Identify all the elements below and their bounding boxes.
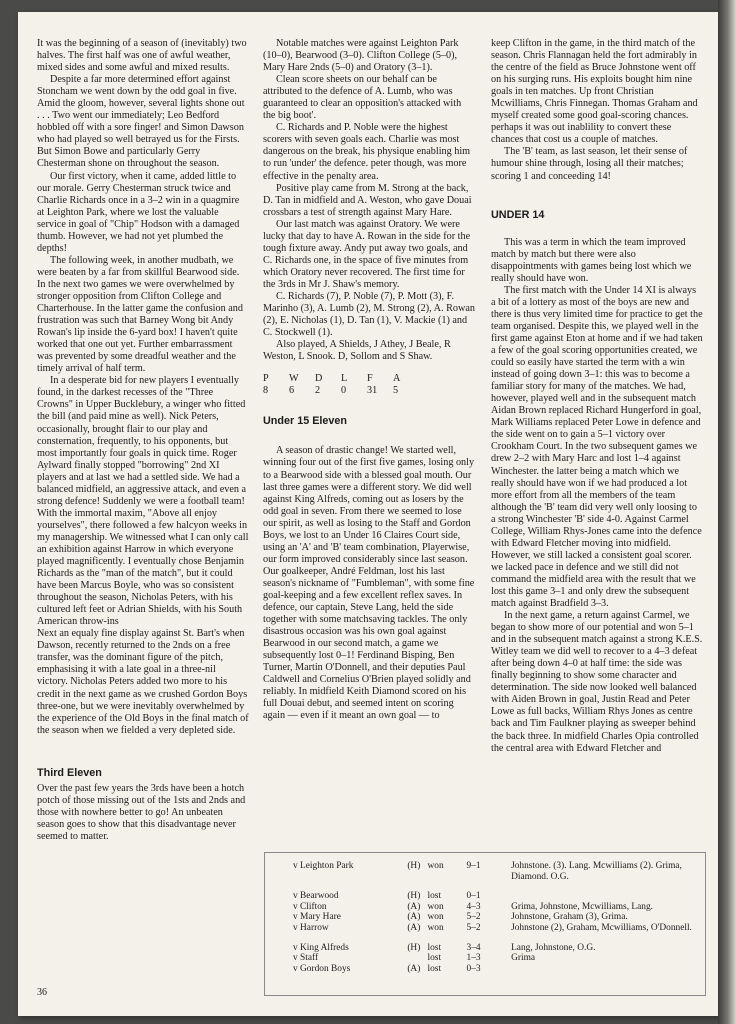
section-heading-under-14: UNDER 14	[491, 208, 545, 221]
spacer-row	[293, 934, 705, 943]
score-cell: 5–2	[466, 922, 481, 933]
scorers-cell: Grima, Johnstone, Mcwilliams, Lang.	[511, 901, 653, 912]
opponent-cell: v King Alfreds	[293, 942, 349, 953]
section-heading-third-eleven: Third Eleven	[37, 766, 102, 779]
table-row	[293, 912, 705, 923]
table-row	[293, 861, 705, 882]
record-value: 6	[289, 385, 295, 397]
paragraph: It was the beginning of a season of (inevitably) two halves. The first half was one of awful weather, mixed sides and some awful and mixed results.	[37, 38, 247, 74]
spacer-row	[293, 882, 705, 891]
table-row	[293, 891, 705, 902]
result-cell: lost	[427, 953, 442, 964]
result-cell: won	[427, 922, 444, 933]
table-row	[293, 943, 705, 954]
scorers-cell: Johnstone (2), Graham, Mcwilliams, O'Donnell.	[511, 922, 692, 933]
score-cell: 0–1	[466, 891, 481, 902]
venue-cell: (A)	[407, 963, 421, 974]
table-row	[293, 902, 705, 913]
opponent-cell: v Leighton Park	[293, 861, 354, 871]
opponent-cell: v Mary Hare	[293, 912, 341, 923]
paragraph: Our last match was against Oratory. We were lucky that day to have A. Rowan in the side for the tough fixture away. Andy put away two goals, and C. Richards one, in the space of five minutes from which Oratory never recovered. The first time for the 3rds in Mr J. Shaw's memory.	[263, 218, 471, 290]
score-cell: 1–3	[466, 953, 481, 964]
venue-cell: (H)	[407, 861, 421, 871]
venue-cell: (A)	[407, 922, 421, 933]
paragraph: The first match with the Under 14 XI is always a bit of a lottery as most of the boys are new and there is thus very limited time for practice to get the team organised. Despite this, we played well in the first game against Eton at home and if we had taken a few of the goal scoring opportunities created, we could so easily have started the term with a win instead of going down 3–1: this was to become a familiar story for many of the matches. We had, however, played well and in the subsequent match Aidan Brown replaced Richard Hungerford in goal, Mark Williams replaced Peter Lowe in defence and the side went on to gain a 5–1 victory over Crookham Court. In the two subsequent games we drew 2–2 with Mary Harc and lost 1–4 against Winchester. the latter being a match which we really should have won if we had produced a lot more effort from all the members of the team although the 'B' team did very well only loosing to a strong Winchester 'B' side 4-0. Against Carmel College, William Rhys-Jones came into the defence with Edward Fletcher moving into midfield. However, we still lacked a consistent goal scorer. we lacked pace in defence and we still did not command the midfield area with the result that we lost this game 3–1 and only drew the subsequent match against Bradfield 3–3.	[491, 284, 703, 610]
paragraph: C. Richards and P. Noble were the highest scorers with seven goals each. Charlie was most dangerous on the break, his physique enabling him to run 'under' the defence. peter though, was more effective in the penalty area.	[263, 122, 471, 182]
record-value-row	[263, 385, 476, 397]
paragraph: Next an equaly fine display against St. Bart's when Dawson, recently returned to the 2nds on a free transfer, was the dominant figure of the pitch, emphasising it with a late goal in a three-nil victory. Nicholas Peters added two more to his credit in the next game as we crushed Gordon Boys three-one, but we were inevitably overwhelmed by the experience of the Old Boys in the final match of the season when we fielded a very depleted side.	[37, 628, 249, 736]
result-cell: won	[427, 861, 444, 871]
results-box	[264, 852, 706, 996]
record-value: 2	[315, 385, 321, 397]
score-cell: 3–4	[466, 942, 481, 953]
venue-cell: (A)	[407, 912, 421, 923]
opponent-cell: v Harrow	[293, 922, 329, 933]
table-row	[293, 923, 705, 934]
paragraph: C. Richards (7), P. Noble (7), P. Mott (3), F. Marinho (3), A. Lumb (2), M. Strong (2), A. Rowan (2), E. Nicholas (1), D. Tan (1), V. Mackie (1) and C. Stockwell (1).	[263, 290, 475, 339]
record-header: W	[289, 373, 299, 385]
paragraph: Clean score sheets on our behalf can be attributed to the defence of A. Lumb, who was guaranteed to clear an opposition's attacked with the big boot'.	[263, 74, 462, 122]
page-number: 36	[37, 987, 47, 998]
venue-cell: (H)	[407, 942, 421, 953]
result-cell: lost	[427, 963, 442, 974]
paragraph: Over the past few years the 3rds have been a hotch potch of those missing out of the 1sts and 2nds and those with nowhere better to go! An unbeaten season goes to show that this disadvantage never seemed to matter.	[37, 782, 246, 842]
table-row	[293, 964, 705, 975]
column-1	[37, 38, 249, 843]
paragraph: The following week, in another mudbath, we were beaten by a far from skillful Bearwood side. In the next two games we were overwhelmed by stronger opposition from Clifton College and Charterhouse. In the latter game the confusion and frustration was such that Barney Wong bit Andy Rowan's lip inside the 6-yard box! I haven't quite worked that one out yet. Further embarrassment was prevented by some dreadful weather and the timely arrival of half term.	[37, 254, 243, 375]
scorers-cell: Grima	[511, 953, 536, 964]
record-header: P	[263, 373, 269, 385]
page	[18, 12, 718, 1016]
score-cell: 9–1	[466, 861, 481, 871]
result-cell: won	[427, 901, 444, 912]
paragraph: Notable matches were against Leighton Park (10–0), Bearwood (3–0). Clifton College (5–0), Mary Hare 2nds (5–0) and Oratory (3–1).	[263, 38, 459, 74]
record-header-row	[263, 373, 476, 385]
paragraph: This was a term in which the team improved match by match but there were also disappointments with games being lost which we really should have won.	[491, 236, 692, 284]
scorers-cell: Johnstone, Graham (3), Grima.	[511, 912, 628, 923]
score-cell: 5–2	[466, 912, 481, 923]
record-value: 31	[367, 385, 378, 397]
opponent-cell: v Clifton	[293, 901, 327, 912]
record-value: 5	[393, 385, 399, 397]
paragraph: keep Clifton in the game, in the third match of the season. Chris Flannagan held the fort admirably in the centre of the field as Bruce Johnstone went off on his surging runs. His exploits bought him nine goals in ten matches. Up front Christian Mcwilliams, Chris Finnegan. Thomas Graham and myself created some good goal-scoring chances. perhaps it was out inablility to convert these chances that cost us a couple of matches.	[491, 38, 698, 146]
scorers-cell: Johnstone. (3). Lang. Mcwilliams (2). Grima, Diamond. O.G.	[511, 861, 682, 882]
scorers-cell	[511, 964, 705, 975]
paragraph: Our first victory, when it came, added little to our morale. Gerry Chesterman struck twice and Charlie Richards once in a 3–2 win in a quagmire at Leighton Park, where we lost the valuable service in goal of "Chip" Hodson with a damaged thumb. However, we had not yet plumbed the depths!	[37, 170, 240, 254]
paragraph: A season of drastic change! We started well, winning four out of the first five games, losing only to a Bearwood side with a blessed goal mouth. Our last three games were a different story. We did well against King Alfreds, coming out as losers by the odd goal in seven. From there we seemed to lose our spirit, as well as losing to the Staff and Gordon Boys, we lost to an Under 16 Claires Court side, using an 'A' and 'B' team combination, Playerwise, our form improved considerably since last season. Our goalkeeper, André Feldman, lost his last season's nickname of "Fumbleman", with some fine goal-keeping and a few excellent reflex saves. In defence, our captain, Steve Lang, held the side together with some matchsaving tackles. The only disastrous occasion was his own goal against Bearwood in our second match, a game we subsequently lost 0–1! Ferdinand Bisping, Ben Turner, Martin O'Donnell, and their deputies Paul Caldwell and Cornelius O'Brien played solidly and reliably. In midfield Keith Diamond scored on his full Douai debut, and seemed intent on scoring again — even if it meant an own goal — to	[263, 445, 475, 722]
opponent-cell: v Gordon Boys	[293, 963, 351, 974]
section-heading-under-15: Under 15 Eleven	[263, 415, 348, 428]
score-cell: 0–3	[466, 963, 481, 974]
result-cell: won	[427, 912, 444, 923]
results-table	[293, 861, 705, 974]
scorers-cell: Lang, Johnstone, O.G.	[511, 942, 596, 953]
paragraph: In a desperate bid for new players I eventually found, in the darkest recesses of the "Three Crowns" in Upper Bucklebury, a winger who fitted the bill (and paid mine as well). Nick Peters, occasionally, brought flair to our play and consternation, frequently, to his opponents, but most importantly four goals in quick time. Roger Aylward finally stopped "borrowing" 2nd XI players and at last we had a settled side. We had a balanced midfield, an aggressive attack, and even a strong defence! Suddenly we were a football team! With the immortal maxim, "Above all enjoy yourselves", there followed a few halcyon weeks in my managership. We witnessed what I can only call an exhibition against Harrow in which everyone played magnificently. I eventually chose Benjamin Richards as the "man of the match", but it could have been Marcus Boyle, who was so consistent throughout the season, Nicholas Peters, with his cultured left feet or Adrian Shields, with his South American throw-ins	[37, 375, 249, 628]
scorers-cell	[511, 891, 705, 902]
record-header: F	[367, 373, 373, 385]
record-header: D	[315, 373, 323, 385]
result-cell: lost	[427, 891, 442, 902]
record-header: A	[393, 373, 401, 385]
record-header: L	[341, 373, 348, 385]
table-row	[293, 953, 705, 964]
record-value: 0	[341, 385, 347, 397]
opponent-cell: v Staff	[293, 953, 319, 964]
result-cell: lost	[427, 942, 442, 953]
paragraph: In the next game, a return against Carmel, we began to show more of our potential and won 5–1 and in the subsequent match against a strong K.E.S. Witley team we did well to recover to a 4–3 defeat after being down 4–0 at half time: the side was finally beginning to show some character and determination. The side now looked well balanced with Aiden Brown in goal, Justin Read and Peter Lowe as full backs, William Rhys Jones as centre back and Tim Faulkner playing as sweeper behind the back three. In midfield Charles Opia controlled the central area with Edward Fletcher and	[491, 610, 703, 754]
record-value: 8	[263, 385, 269, 397]
score-cell: 4–3	[466, 901, 481, 912]
opponent-cell: v Bearwood	[293, 891, 339, 902]
venue-cell	[400, 953, 427, 964]
paragraph: Also played, A Shields, J Athey, J Beale, R Weston, L Snook. D, Sollom and S Shaw.	[263, 339, 451, 363]
paragraph: Despite a far more determined effort against Stoncham we went down by the odd goal in five. Amid the gloom, however, several lights shone out . . . Two went our immediately; Leo Bedford hobbled off with a sore finger! and Simon Dawson who had played so well betrayed us for the Firsts. But Simon Bowe and particularly Gerry Chesterman shone on throughout the season.	[37, 74, 245, 170]
paragraph: Positive play came from M. Strong at the back, D. Tan in midfield and A. Weston, who gave Douai crossbars a test of strength against Mary Hare.	[263, 182, 472, 218]
column-3	[491, 38, 703, 755]
book-binding-edge	[718, 0, 736, 1024]
column-2	[263, 38, 476, 722]
venue-cell: (H)	[407, 891, 421, 902]
venue-cell: (A)	[407, 901, 421, 912]
paragraph: The 'B' team, as last season, let their sense of humour shine through, losing all their matches; scoring 1 and conceeding 14!	[491, 146, 688, 182]
